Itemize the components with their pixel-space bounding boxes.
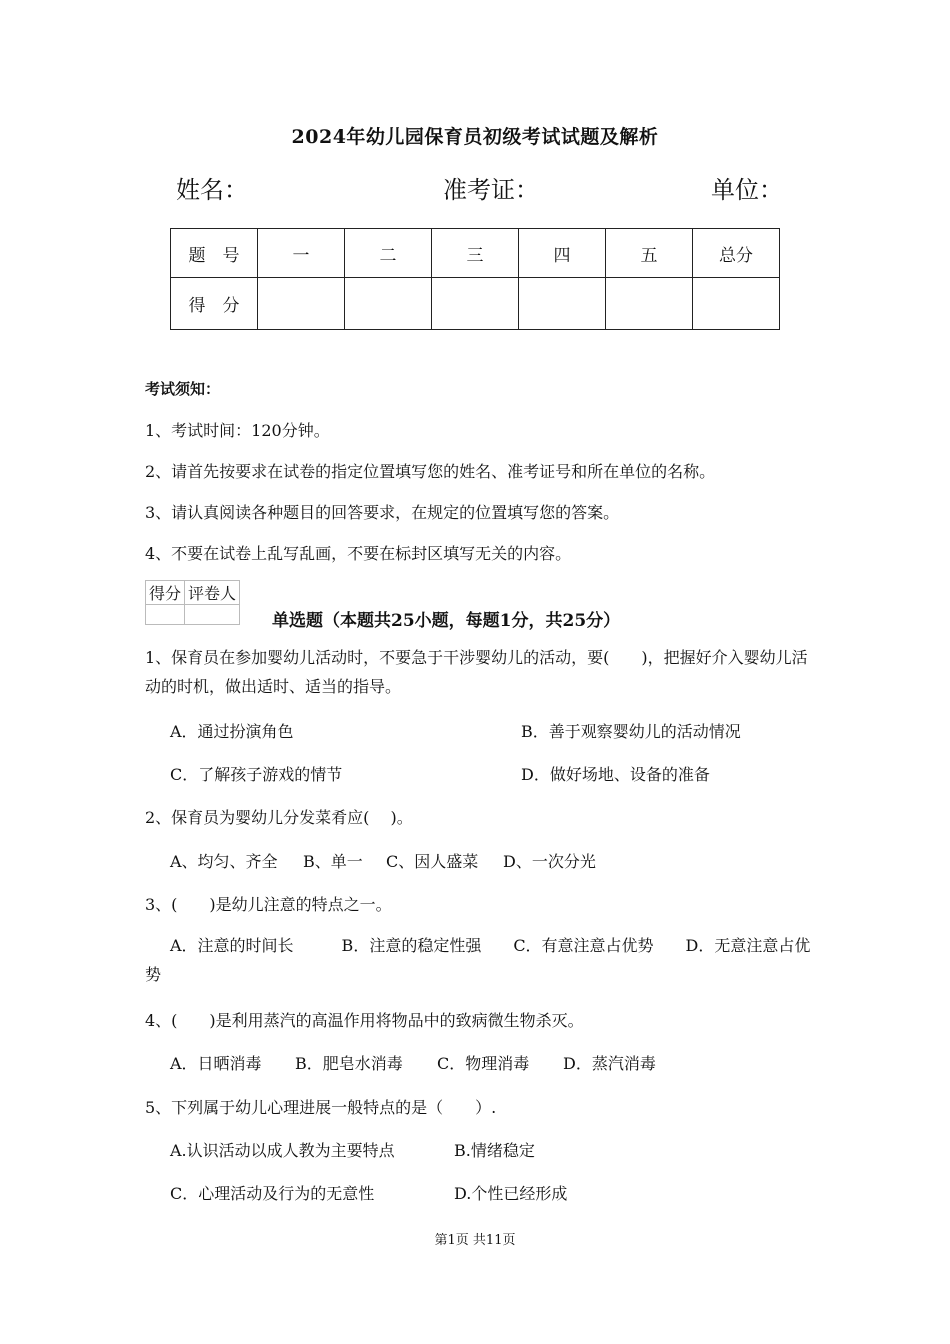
- score-cell-2: 二: [345, 229, 432, 278]
- grader-score-input[interactable]: [146, 605, 185, 625]
- score-input-5[interactable]: [606, 278, 693, 330]
- grader-name-input[interactable]: [185, 605, 240, 625]
- question-2-option-a[interactable]: A、均匀、齐全: [170, 852, 278, 871]
- name-label: 姓名：: [176, 176, 248, 204]
- notice-item: 2、请首先按要求在试卷的指定位置填写您的姓名、准考证号和所在单位的名称。: [145, 462, 716, 481]
- score-cell-4: 四: [519, 229, 606, 278]
- score-cell-1: 一: [258, 229, 345, 278]
- grader-score-label: 得分: [146, 581, 185, 605]
- question-4-stem: 4、( )是利用蒸汽的高温作用将物品中的致病微生物杀灭。: [145, 1011, 584, 1030]
- question-1-option-a[interactable]: A．通过扮演角色: [170, 722, 294, 741]
- score-table-score-row: [171, 278, 780, 330]
- question-4-option-a[interactable]: A．日晒消毒: [170, 1054, 262, 1073]
- question-5-option-d[interactable]: D.个性已经形成: [454, 1184, 568, 1203]
- question-2-stem: 2、保育员为婴幼儿分发菜肴应( )。: [145, 808, 413, 827]
- notice-item: 1、考试时间：120分钟。: [145, 421, 330, 440]
- question-1-stem: 1、保育员在参加婴幼儿活动时，不要急于干涉婴幼儿的活动，要( )，把握好介入婴幼儿活动的时机，做出适时、适当的指导。: [145, 648, 808, 696]
- score-cell-5: 五: [606, 229, 693, 278]
- score-cell-total: 总分: [693, 229, 780, 278]
- question-2-option-d[interactable]: D、一次分光: [503, 852, 596, 871]
- score-input-total[interactable]: [693, 278, 780, 330]
- score-row-label: 得 分: [171, 278, 258, 330]
- grader-table: [145, 580, 240, 625]
- question-2-option-c[interactable]: C、因人盛菜: [386, 852, 479, 871]
- score-table-header-row: [171, 229, 780, 278]
- question-5-stem: 5、下列属于幼儿心理进展一般特点的是（ ）.: [145, 1098, 497, 1117]
- question-2-option-b[interactable]: B、单一: [303, 852, 363, 871]
- score-cell-label: 题 号: [171, 229, 258, 278]
- grader-name-label: 评卷人: [185, 581, 240, 605]
- score-input-1[interactable]: [258, 278, 345, 330]
- question-5-option-c[interactable]: C．心理活动及行为的无意性: [170, 1184, 375, 1203]
- notice-heading: 考试须知：: [145, 380, 221, 398]
- score-input-4[interactable]: [519, 278, 606, 330]
- question-4-option-c[interactable]: C．物理消毒: [437, 1054, 530, 1073]
- notice-item: 4、不要在试卷上乱写乱画，不要在标封区填写无关的内容。: [145, 544, 572, 563]
- question-4-option-b[interactable]: B．肥皂水消毒: [295, 1054, 403, 1073]
- page-title: 2024年幼儿园保育员初级考试试题及解析: [291, 126, 659, 148]
- question-3-stem: 3、( )是幼儿注意的特点之一。: [145, 895, 392, 914]
- unit-label: 单位：: [711, 176, 783, 204]
- page-footer: 第1页 共11页: [434, 1233, 516, 1248]
- score-table: [170, 228, 780, 330]
- question-5-option-b[interactable]: B.情绪稳定: [454, 1141, 535, 1160]
- question-1-option-c[interactable]: C．了解孩子游戏的情节: [170, 765, 343, 784]
- question-1-option-d[interactable]: D．做好场地、设备的准备: [521, 765, 710, 784]
- score-input-3[interactable]: [432, 278, 519, 330]
- section-title: 单选题（本题共25小题，每题1分，共25分）: [272, 611, 621, 631]
- exam-id-label: 准考证：: [443, 176, 539, 204]
- notice-item: 3、请认真阅读各种题目的回答要求，在规定的位置填写您的答案。: [145, 503, 620, 522]
- question-1-option-b[interactable]: B．善于观察婴幼儿的活动情况: [521, 722, 741, 741]
- question-3-options[interactable]: A．注意的时间长 B．注意的稳定性强 C．有意注意占优势 D．无意注意占优势: [145, 936, 811, 984]
- question-4-option-d[interactable]: D．蒸汽消毒: [563, 1054, 656, 1073]
- question-5-option-a[interactable]: A.认识活动以成人教为主要特点: [170, 1141, 395, 1160]
- score-cell-3: 三: [432, 229, 519, 278]
- score-input-2[interactable]: [345, 278, 432, 330]
